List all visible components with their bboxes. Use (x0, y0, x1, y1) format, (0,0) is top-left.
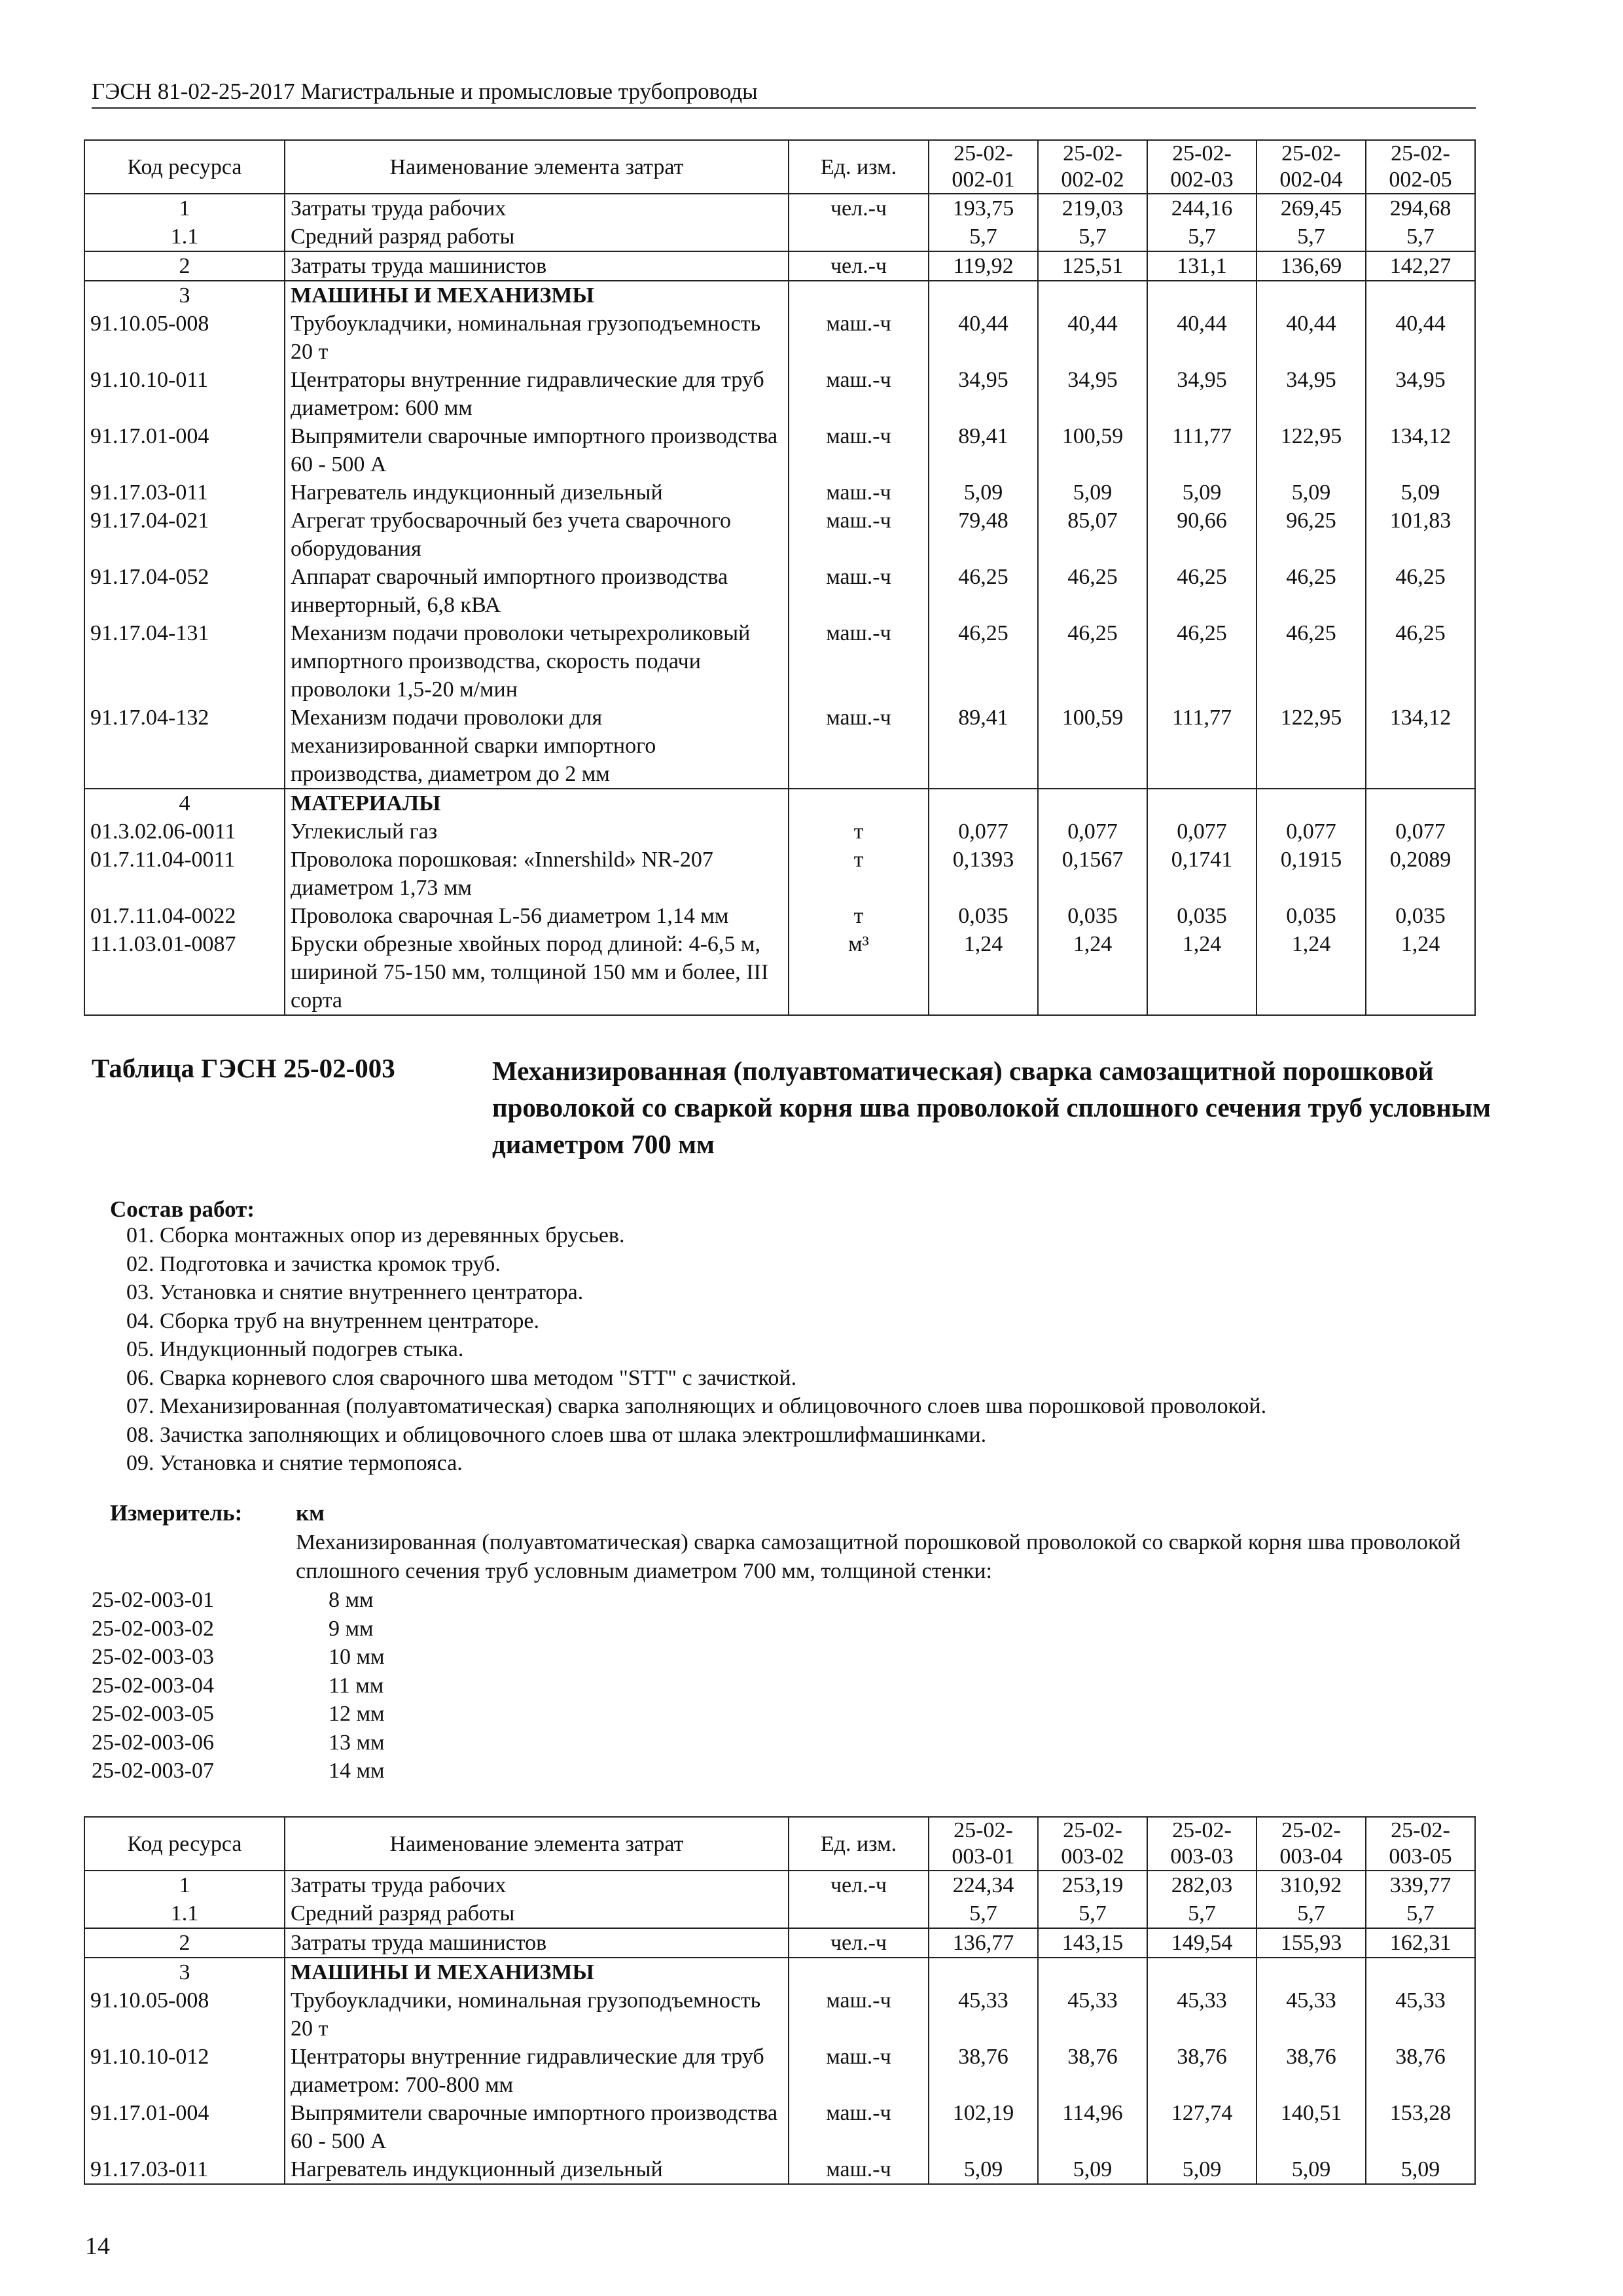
resource-name: Выпрямители сварочные импортного производства 60 - 500 А (285, 2099, 789, 2155)
resource-value (1038, 789, 1147, 817)
resource-value: 45,33 (1366, 1986, 1475, 2043)
resource-value: 0,077 (1366, 817, 1475, 846)
resource-code: 1.1 (84, 223, 285, 251)
resource-name: Трубоукладчики, номинальная грузоподъемность 20 т (285, 1986, 789, 2043)
resource-value: 119,92 (929, 251, 1038, 281)
resource-value (1257, 281, 1366, 310)
resource-value: 5,09 (1038, 2155, 1147, 2184)
resource-value: 0,1393 (929, 846, 1038, 902)
resource-unit: т (789, 817, 929, 846)
resource-value: 45,33 (929, 1986, 1038, 2043)
resource-value: 5,7 (1366, 1899, 1475, 1928)
resource-value: 34,95 (1366, 366, 1475, 422)
resource-value: 38,76 (1147, 2043, 1257, 2099)
resource-value: 79,48 (929, 507, 1038, 563)
resource-unit: маш.-ч (789, 2155, 929, 2184)
table-row (84, 563, 1475, 619)
resource-value: 5,09 (1366, 2155, 1475, 2184)
table-row (84, 846, 1475, 902)
resource-value: 46,25 (929, 563, 1038, 619)
column-header-norm: 25-02- 002-02 (1038, 140, 1147, 194)
resource-value (1038, 281, 1147, 310)
resource-name: Бруски обрезные хвойных пород длиной: 4-6,5 м, шириной 75-150 мм, толщиной 150 мм и более, III сорта (285, 930, 789, 1015)
column-header-norm: 25-02- 003-04 (1257, 1817, 1366, 1871)
resource-unit (789, 223, 929, 251)
resource-value: 38,76 (929, 2043, 1038, 2099)
resource-code: 91.17.04-132 (84, 704, 285, 789)
wall-thickness: 12 мм (329, 1702, 385, 1726)
resource-value: 1,24 (1038, 930, 1147, 1015)
resource-name: МАТЕРИАЛЫ (285, 789, 789, 817)
column-header-norm: 25-02- 003-01 (929, 1817, 1038, 1871)
table-row (84, 478, 1475, 507)
resource-value: 125,51 (1038, 251, 1147, 281)
resource-value: 46,25 (929, 619, 1038, 704)
column-header-norm: 25-02- 003-03 (1147, 1817, 1257, 1871)
resource-value (929, 281, 1038, 310)
resource-value: 5,09 (1257, 478, 1366, 507)
resource-code: 01.3.02.06-0011 (84, 817, 285, 846)
resource-value: 224,34 (929, 1871, 1038, 1899)
resource-name: Средний разряд работы (285, 1899, 789, 1928)
resource-value: 46,25 (1257, 619, 1366, 704)
resource-code: 91.17.04-131 (84, 619, 285, 704)
column-header-norm: 25-02- 002-03 (1147, 140, 1257, 194)
resource-value: 193,75 (929, 194, 1038, 223)
resource-value: 5,7 (1038, 1899, 1147, 1928)
resource-value: 149,54 (1147, 1928, 1257, 1958)
table-row (84, 422, 1475, 478)
resource-value: 111,77 (1147, 704, 1257, 789)
works-item: 02. Подготовка и зачистка кромок труб. (126, 1251, 501, 1276)
table-row (84, 2043, 1475, 2099)
resource-unit: чел.-ч (789, 194, 929, 223)
resource-value: 0,035 (1147, 902, 1257, 930)
resource-value: 219,03 (1038, 194, 1147, 223)
resource-value: 244,16 (1147, 194, 1257, 223)
resource-value: 1,24 (929, 930, 1038, 1015)
resource-value: 269,45 (1257, 194, 1366, 223)
resource-value: 5,7 (1366, 223, 1475, 251)
table-row (84, 194, 1475, 223)
column-header-name: Наименование элемента затрат (285, 140, 789, 194)
resource-value: 5,7 (929, 223, 1038, 251)
resource-value: 46,25 (1038, 619, 1147, 704)
resource-value: 5,09 (1038, 478, 1147, 507)
resource-unit (789, 1899, 929, 1928)
meter-label: Измеритель: (110, 1500, 243, 1526)
column-header-norm: 25-02- 002-01 (929, 140, 1038, 194)
column-header-norm: 25-02- 003-02 (1038, 1817, 1147, 1871)
resource-value: 0,1741 (1147, 846, 1257, 902)
resource-value: 0,077 (1038, 817, 1147, 846)
resource-value: 131,1 (1147, 251, 1257, 281)
resource-name: Затраты труда рабочих (285, 1871, 789, 1899)
resource-value: 5,09 (1147, 2155, 1257, 2184)
resource-value: 34,95 (1038, 366, 1147, 422)
table-header-row (84, 140, 1475, 194)
resource-value: 1,24 (1147, 930, 1257, 1015)
resource-table-25-02-003 (84, 1816, 1476, 2185)
resource-value: 40,44 (1366, 310, 1475, 366)
resource-value: 0,077 (1257, 817, 1366, 846)
norm-code: 25-02-003-07 (92, 1759, 214, 1783)
resource-value: 100,59 (1038, 422, 1147, 478)
resource-value: 101,83 (1366, 507, 1475, 563)
table-row (84, 1958, 1475, 1986)
resource-value: 0,035 (1038, 902, 1147, 930)
resource-value: 46,25 (1366, 563, 1475, 619)
resource-code: 91.17.04-021 (84, 507, 285, 563)
table-row (84, 902, 1475, 930)
table-row (84, 704, 1475, 789)
table-row (84, 2155, 1475, 2184)
table-row (84, 1899, 1475, 1928)
resource-value: 142,27 (1366, 251, 1475, 281)
resource-code: 1 (84, 194, 285, 223)
resource-code: 91.10.10-012 (84, 2043, 285, 2099)
resource-name: Углекислый газ (285, 817, 789, 846)
resource-value: 136,69 (1257, 251, 1366, 281)
resource-code: 91.10.05-008 (84, 310, 285, 366)
table-row (84, 1871, 1475, 1899)
code-row (92, 1700, 385, 1729)
resource-name: Аппарат сварочный импортного производства инверторный, 6,8 кВА (285, 563, 789, 619)
resource-code: 91.10.05-008 (84, 1986, 285, 2043)
resource-value: 0,035 (1366, 902, 1475, 930)
resource-value: 1,24 (1257, 930, 1366, 1015)
resource-value: 282,03 (1147, 1871, 1257, 1899)
table-row (84, 1928, 1475, 1958)
resource-value: 134,12 (1366, 422, 1475, 478)
resource-name: Проволока сварочная L-56 диаметром 1,14 мм (285, 902, 789, 930)
resource-value (1257, 1958, 1366, 1986)
resource-value: 90,66 (1147, 507, 1257, 563)
resource-value: 5,7 (929, 1899, 1038, 1928)
resource-value: 127,74 (1147, 2099, 1257, 2155)
resource-code: 91.10.10-011 (84, 366, 285, 422)
resource-value: 339,77 (1366, 1871, 1475, 1899)
column-header-code: Код ресурса (84, 1817, 285, 1871)
code-row (92, 1643, 385, 1672)
resource-unit: т (789, 846, 929, 902)
norm-code: 25-02-003-02 (92, 1616, 214, 1641)
resource-code: 1.1 (84, 1899, 285, 1928)
table-row (84, 789, 1475, 817)
table-row (84, 619, 1475, 704)
table-row (84, 366, 1475, 422)
works-item: 03. Установка и снятие внутреннего центратора. (126, 1280, 584, 1304)
resource-value: 114,96 (1038, 2099, 1147, 2155)
resource-unit: т (789, 902, 929, 930)
resource-value: 253,19 (1038, 1871, 1147, 1899)
wall-thickness: 14 мм (329, 1759, 385, 1783)
resource-name: Механизм подачи проволоки четырехроликовый импортного производства, скорость подачи проволоки 1,5-20 м/мин (285, 619, 789, 704)
code-list (92, 1586, 385, 1785)
resource-value: 34,95 (1257, 366, 1366, 422)
resource-value: 5,7 (1257, 1899, 1366, 1928)
resource-code: 91.17.01-004 (84, 422, 285, 478)
works-item: 01. Сборка монтажных опор из деревянных брусьев. (126, 1223, 625, 1247)
code-row (92, 1615, 385, 1643)
resource-value: 46,25 (1038, 563, 1147, 619)
table-row (84, 1986, 1475, 2043)
column-header-unit: Ед. изм. (789, 140, 929, 194)
resource-value: 96,25 (1257, 507, 1366, 563)
resource-name: Центраторы внутренние гидравлические для труб диаметром: 600 мм (285, 366, 789, 422)
resource-value: 45,33 (1038, 1986, 1147, 2043)
resource-value: 89,41 (929, 422, 1038, 478)
resource-value: 34,95 (1147, 366, 1257, 422)
resource-unit: маш.-ч (789, 366, 929, 422)
resource-value: 294,68 (1366, 194, 1475, 223)
norm-code: 25-02-003-01 (92, 1588, 214, 1612)
resource-value: 46,25 (1366, 619, 1475, 704)
resource-value (1147, 1958, 1257, 1986)
resource-code: 01.7.11.04-0011 (84, 846, 285, 902)
resource-value: 45,33 (1257, 1986, 1366, 2043)
resource-value: 85,07 (1038, 507, 1147, 563)
resource-value: 0,077 (929, 817, 1038, 846)
resource-name: Агрегат трубосварочный без учета сварочного оборудования (285, 507, 789, 563)
norm-code: 25-02-003-04 (92, 1673, 214, 1698)
resource-value: 5,7 (1147, 1899, 1257, 1928)
resource-value: 38,76 (1038, 2043, 1147, 2099)
works-item: 08. Зачистка заполняющих и облицовочного слоев шва от шлака электрошлифмашинками. (126, 1422, 987, 1447)
column-header-code: Код ресурса (84, 140, 285, 194)
resource-unit: чел.-ч (789, 1871, 929, 1899)
resource-value: 310,92 (1257, 1871, 1366, 1899)
resource-code: 91.17.03-011 (84, 2155, 285, 2184)
resource-value: 45,33 (1147, 1986, 1257, 2043)
table-label: Таблица ГЭСН 25-02-003 (92, 1053, 395, 1083)
wall-thickness: 8 мм (329, 1588, 374, 1612)
resource-value: 134,12 (1366, 704, 1475, 789)
column-header-name: Наименование элемента затрат (285, 1817, 789, 1871)
resource-value: 5,09 (1366, 478, 1475, 507)
wall-thickness: 13 мм (329, 1730, 385, 1755)
resource-table-25-02-002 (84, 139, 1476, 1016)
works-item: 07. Механизированная (полуавтоматическая) сварка заполняющих и облицовочного слоев шва порошковой проволокой. (126, 1394, 1267, 1418)
resource-value: 140,51 (1257, 2099, 1366, 2155)
resource-value: 136,77 (929, 1928, 1038, 1958)
resource-code: 3 (84, 1958, 285, 1986)
resource-value: 5,09 (1257, 2155, 1366, 2184)
resource-value: 0,035 (1257, 902, 1366, 930)
resource-value (1366, 1958, 1475, 1986)
resource-code: 11.1.03.01-0087 (84, 930, 285, 1015)
resource-unit: маш.-ч (789, 507, 929, 563)
resource-value: 0,1915 (1257, 846, 1366, 902)
resource-value: 5,09 (929, 2155, 1038, 2184)
works-item: 09. Установка и снятие термопояса. (126, 1451, 463, 1475)
works-list (126, 1221, 1266, 1478)
resource-value (1147, 789, 1257, 817)
table-row (84, 2099, 1475, 2155)
code-row (92, 1729, 385, 1757)
wall-thickness: 9 мм (329, 1616, 374, 1641)
resource-value: 38,76 (1257, 2043, 1366, 2099)
page-number: 14 (85, 2233, 110, 2260)
resource-name: Проволока порошковая: «Innershild» NR-207 диаметром 1,73 мм (285, 846, 789, 902)
resource-unit: маш.-ч (789, 619, 929, 704)
resource-name: Затраты труда рабочих (285, 194, 789, 223)
resource-value: 143,15 (1038, 1928, 1147, 1958)
resource-value: 153,28 (1366, 2099, 1475, 2155)
norm-code: 25-02-003-06 (92, 1730, 214, 1755)
resource-value: 0,077 (1147, 817, 1257, 846)
resource-value: 0,2089 (1366, 846, 1475, 902)
norm-code: 25-02-003-03 (92, 1645, 214, 1669)
resource-name: МАШИНЫ И МЕХАНИЗМЫ (285, 281, 789, 310)
works-heading: Состав работ: (110, 1196, 255, 1222)
resource-unit: маш.-ч (789, 1986, 929, 2043)
table-row (84, 507, 1475, 563)
resource-name: МАШИНЫ И МЕХАНИЗМЫ (285, 1958, 789, 1986)
resource-name: Затраты труда машинистов (285, 1928, 789, 1958)
resource-value: 5,7 (1038, 223, 1147, 251)
resource-name: Центраторы внутренние гидравлические для труб диаметром: 700-800 мм (285, 2043, 789, 2099)
code-row (92, 1757, 385, 1785)
resource-value: 162,31 (1366, 1928, 1475, 1958)
resource-name: Механизм подачи проволоки для механизированной сварки импортного производства, диаметром до 2 мм (285, 704, 789, 789)
resource-value (1147, 281, 1257, 310)
resource-name: Нагреватель индукционный дизельный (285, 2155, 789, 2184)
table-row (84, 223, 1475, 251)
table-row (84, 251, 1475, 281)
resource-value: 34,95 (929, 366, 1038, 422)
resource-unit: маш.-ч (789, 2099, 929, 2155)
resource-unit: маш.-ч (789, 422, 929, 478)
resource-value (929, 1958, 1038, 1986)
resource-name: Затраты труда машинистов (285, 251, 789, 281)
resource-code: 91.17.04-052 (84, 563, 285, 619)
resource-code: 2 (84, 1928, 285, 1958)
wall-thickness: 11 мм (329, 1673, 384, 1698)
resource-unit: маш.-ч (789, 563, 929, 619)
resource-unit: чел.-ч (789, 1928, 929, 1958)
meter-description: Механизированная (полуавтоматическая) сварка самозащитной порошковой проволокой со сваркой корня шва проволокой сплошного сечения труб условным диаметром 700 мм, толщиной стенки: (296, 1530, 1461, 1583)
resource-unit: чел.-ч (789, 251, 929, 281)
resource-value: 89,41 (929, 704, 1038, 789)
resource-name: Нагреватель индукционный дизельный (285, 478, 789, 507)
code-row (92, 1672, 385, 1700)
resource-value: 102,19 (929, 2099, 1038, 2155)
resource-code: 4 (84, 789, 285, 817)
table-title: Механизированная (полуавтоматическая) сварка самозащитной порошковой проволокой со сваркой корня шва проволокой сплошного сечения труб условным диаметром 700 мм (492, 1056, 1491, 1159)
resource-value: 5,09 (929, 478, 1038, 507)
column-header-unit: Ед. изм. (789, 1817, 929, 1871)
resource-name: Трубоукладчики, номинальная грузоподъемность 20 т (285, 310, 789, 366)
resource-value (1366, 789, 1475, 817)
column-header-norm: 25-02- 002-04 (1257, 140, 1366, 194)
resource-value (1366, 281, 1475, 310)
resource-name: Средний разряд работы (285, 223, 789, 251)
resource-unit: маш.-ч (789, 704, 929, 789)
resource-value: 40,44 (929, 310, 1038, 366)
resource-code: 1 (84, 1871, 285, 1899)
resource-value: 5,7 (1257, 223, 1366, 251)
resource-value: 40,44 (1038, 310, 1147, 366)
resource-value (929, 789, 1038, 817)
meter-unit: км (296, 1500, 325, 1526)
resource-value: 46,25 (1147, 563, 1257, 619)
works-item: 05. Индукционный подогрев стыка. (126, 1337, 464, 1361)
resource-value: 0,035 (929, 902, 1038, 930)
table-row (84, 310, 1475, 366)
resource-code: 91.17.01-004 (84, 2099, 285, 2155)
code-row (92, 1586, 385, 1615)
resource-unit (789, 789, 929, 817)
works-item: 04. Сборка труб на внутреннем центраторе. (126, 1308, 540, 1333)
resource-code: 01.7.11.04-0022 (84, 902, 285, 930)
resource-unit: маш.-ч (789, 310, 929, 366)
resource-name: Выпрямители сварочные импортного производства 60 - 500 А (285, 422, 789, 478)
resource-value: 122,95 (1257, 422, 1366, 478)
resource-unit: м³ (789, 930, 929, 1015)
resource-value: 122,95 (1257, 704, 1366, 789)
resource-value: 155,93 (1257, 1928, 1366, 1958)
column-header-norm: 25-02- 003-05 (1366, 1817, 1475, 1871)
resource-code: 91.17.03-011 (84, 478, 285, 507)
resource-value: 100,59 (1038, 704, 1147, 789)
resource-value: 40,44 (1257, 310, 1366, 366)
resource-value: 0,1567 (1038, 846, 1147, 902)
column-header-norm: 25-02- 002-05 (1366, 140, 1475, 194)
resource-unit: маш.-ч (789, 478, 929, 507)
resource-code: 2 (84, 251, 285, 281)
norm-code: 25-02-003-05 (92, 1702, 214, 1726)
resource-value: 1,24 (1366, 930, 1475, 1015)
resource-unit (789, 1958, 929, 1986)
table-row (84, 817, 1475, 846)
resource-unit (789, 281, 929, 310)
wall-thickness: 10 мм (329, 1645, 385, 1669)
resource-value: 5,7 (1147, 223, 1257, 251)
resource-value: 46,25 (1257, 563, 1366, 619)
table-row (84, 930, 1475, 1015)
resource-value (1257, 789, 1366, 817)
resource-value: 5,09 (1147, 478, 1257, 507)
resource-value: 111,77 (1147, 422, 1257, 478)
page-header: ГЭСН 81-02-25-2017 Магистральные и промысловые трубопроводы (92, 77, 1476, 109)
resource-value (1038, 1958, 1147, 1986)
resource-code: 3 (84, 281, 285, 310)
table-row (84, 281, 1475, 310)
table-header-row (84, 1817, 1475, 1871)
works-item: 06. Сварка корневого слоя сварочного шва методом "STT" с зачисткой. (126, 1365, 797, 1390)
resource-value: 40,44 (1147, 310, 1257, 366)
resource-value: 38,76 (1366, 2043, 1475, 2099)
resource-unit: маш.-ч (789, 2043, 929, 2099)
resource-value: 46,25 (1147, 619, 1257, 704)
